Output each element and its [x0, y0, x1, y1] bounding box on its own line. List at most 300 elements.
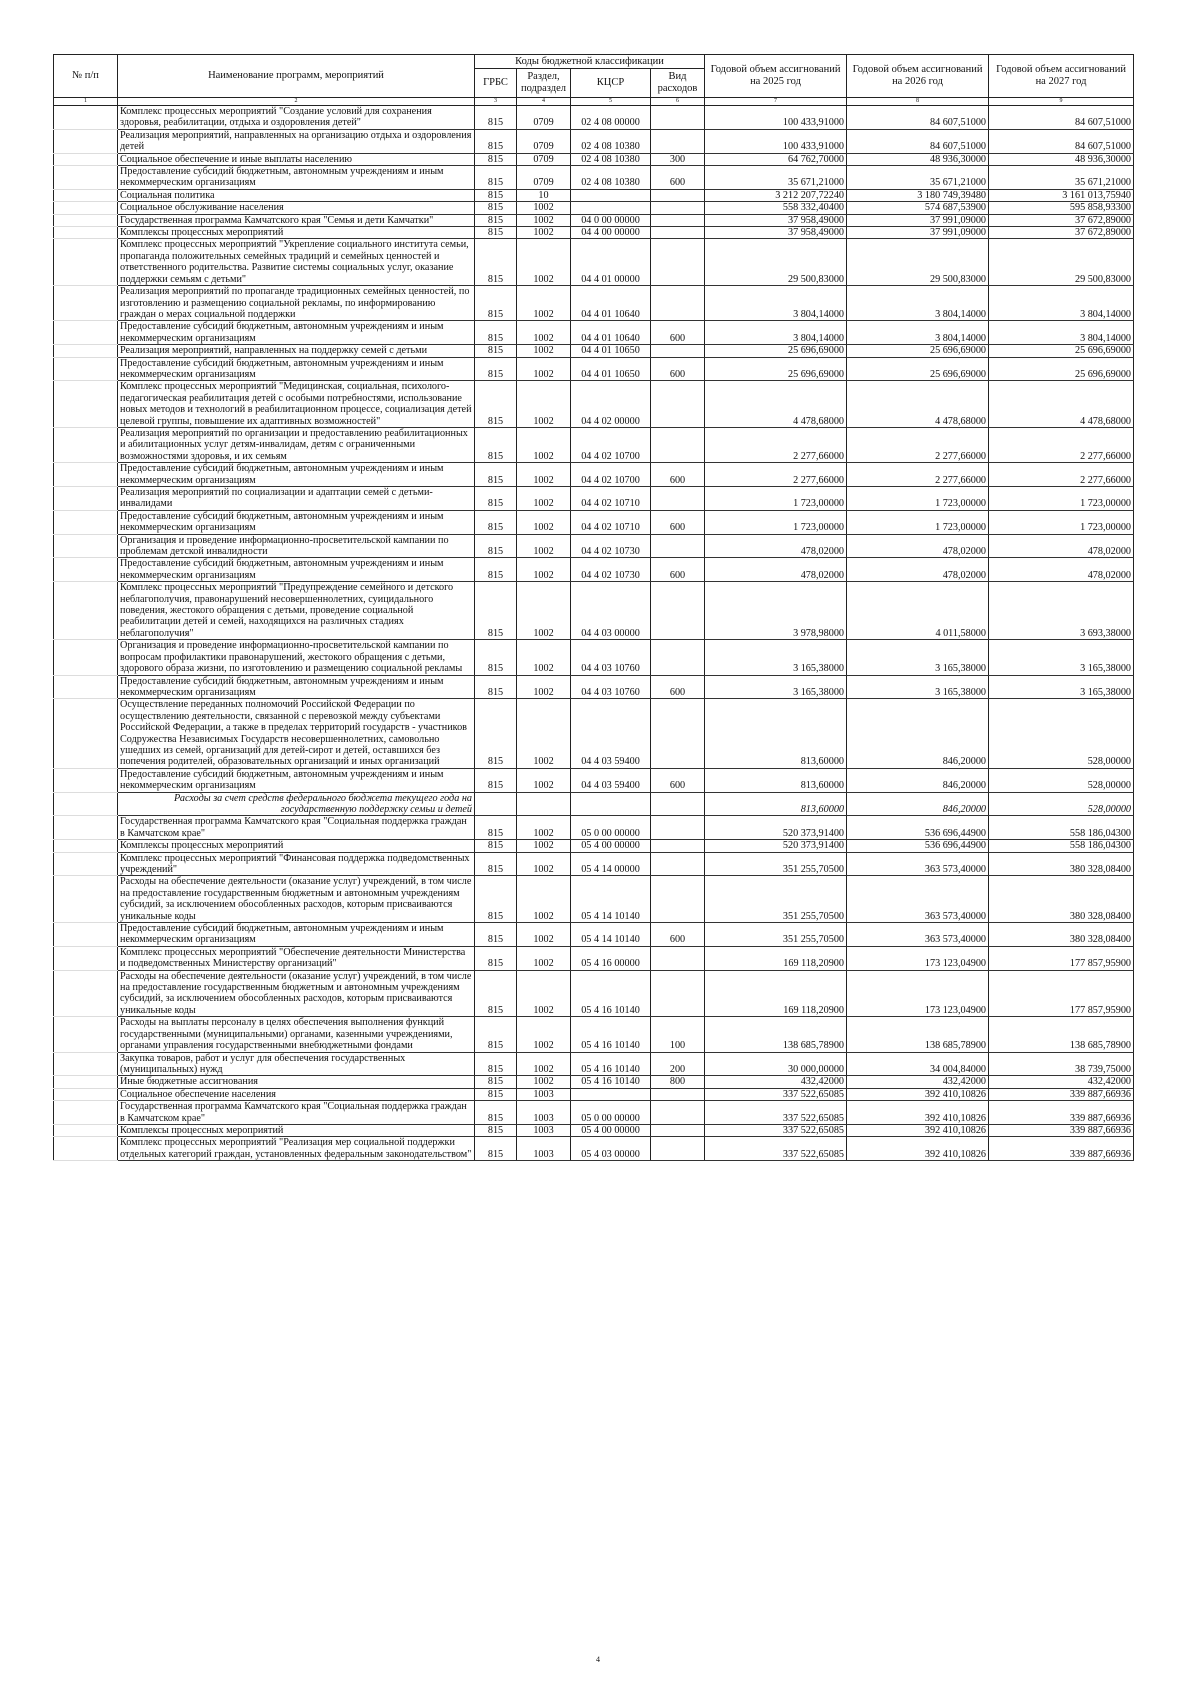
row-2026-cell: 2 277,66000	[847, 463, 989, 487]
row-number-cell	[54, 582, 118, 640]
row-2027-cell: 25 696,69000	[989, 345, 1134, 357]
row-grbs-cell: 815	[475, 1052, 517, 1076]
row-2026-cell: 392 410,10826	[847, 1137, 989, 1161]
row-name-cell: Предоставление субсидий бюджетным, автономным учреждениям и иным некоммерческим организациям	[118, 321, 475, 345]
row-2027-cell: 25 696,69000	[989, 357, 1134, 381]
row-name-cell: Расходы за счет средств федерального бюджета текущего года на государственную поддержку семьи и детей	[118, 792, 475, 816]
row-2027-cell: 528,00000	[989, 699, 1134, 768]
row-number-cell	[54, 923, 118, 947]
row-kcsr-cell: 05 4 14 00000	[571, 852, 651, 876]
row-2025-cell: 351 255,70500	[705, 923, 847, 947]
row-razdel-cell: 1002	[517, 427, 571, 462]
row-vid-cell	[651, 487, 705, 511]
row-razdel-cell: 1002	[517, 214, 571, 226]
row-vid-cell: 600	[651, 510, 705, 534]
row-name-cell: Социальное обеспечение населения	[118, 1088, 475, 1100]
row-2027-cell: 48 936,30000	[989, 153, 1134, 165]
row-vid-cell	[651, 1088, 705, 1100]
row-2026-cell: 3 804,14000	[847, 286, 989, 321]
table-row	[54, 487, 1134, 511]
row-razdel-cell	[517, 792, 571, 816]
row-vid-cell: 800	[651, 1076, 705, 1088]
column-number: 9	[989, 98, 1134, 106]
row-vid-cell	[651, 582, 705, 640]
row-2026-cell: 478,02000	[847, 558, 989, 582]
row-2027-cell: 3 693,38000	[989, 582, 1134, 640]
row-2025-cell: 29 500,83000	[705, 239, 847, 286]
row-name-cell: Иные бюджетные ассигнования	[118, 1076, 475, 1088]
row-kcsr-cell: 04 4 01 10650	[571, 357, 651, 381]
row-2027-cell: 38 739,75000	[989, 1052, 1134, 1076]
row-vid-cell: 600	[651, 357, 705, 381]
table-row	[54, 1076, 1134, 1088]
row-number-cell	[54, 840, 118, 852]
row-grbs-cell: 815	[475, 345, 517, 357]
row-vid-cell	[651, 381, 705, 428]
row-grbs-cell: 815	[475, 202, 517, 214]
row-2027-cell: 558 186,04300	[989, 840, 1134, 852]
row-name-cell: Реализация мероприятий по пропаганде традиционных семейных ценностей, по изготовлению и размещению социальной рекламы, по информированию граждан о мерах социальной поддержки	[118, 286, 475, 321]
row-number-cell	[54, 768, 118, 792]
row-number-cell	[54, 699, 118, 768]
row-2025-cell: 2 277,66000	[705, 463, 847, 487]
row-number-cell	[54, 792, 118, 816]
row-2026-cell: 846,20000	[847, 768, 989, 792]
row-2026-cell: 3 180 749,39480	[847, 189, 989, 201]
row-vid-cell	[651, 534, 705, 558]
column-number: 1	[54, 98, 118, 106]
row-2026-cell: 363 573,40000	[847, 923, 989, 947]
row-name-cell: Предоставление субсидий бюджетным, автономным учреждениям и иным некоммерческим организациям	[118, 510, 475, 534]
row-2027-cell: 37 672,89000	[989, 214, 1134, 226]
table-row	[54, 153, 1134, 165]
row-vid-cell: 200	[651, 1052, 705, 1076]
header-kcsr: КЦСР	[571, 69, 651, 98]
row-kcsr-cell: 04 4 03 10760	[571, 640, 651, 675]
row-kcsr-cell: 05 4 16 10140	[571, 970, 651, 1017]
row-razdel-cell: 1003	[517, 1124, 571, 1136]
column-number: 2	[118, 98, 475, 106]
row-kcsr-cell: 05 0 00 00000	[571, 816, 651, 840]
row-vid-cell	[651, 227, 705, 239]
row-number-cell	[54, 534, 118, 558]
table-row	[54, 876, 1134, 923]
header-vid: Вид расходов	[651, 69, 705, 98]
row-kcsr-cell: 04 4 03 59400	[571, 768, 651, 792]
row-2027-cell: 4 478,68000	[989, 381, 1134, 428]
row-vid-cell	[651, 214, 705, 226]
row-grbs-cell: 815	[475, 816, 517, 840]
row-kcsr-cell	[571, 792, 651, 816]
table-row	[54, 321, 1134, 345]
row-2026-cell: 29 500,83000	[847, 239, 989, 286]
table-row	[54, 1124, 1134, 1136]
row-vid-cell	[651, 699, 705, 768]
row-vid-cell	[651, 640, 705, 675]
row-grbs-cell: 815	[475, 1017, 517, 1052]
row-grbs-cell: 815	[475, 106, 517, 130]
row-number-cell	[54, 129, 118, 153]
row-razdel-cell: 10	[517, 189, 571, 201]
row-vid-cell	[651, 876, 705, 923]
table-body	[54, 106, 1134, 1161]
row-kcsr-cell: 05 4 14 10140	[571, 923, 651, 947]
row-2025-cell: 100 433,91000	[705, 106, 847, 130]
column-number: 7	[705, 98, 847, 106]
row-vid-cell: 600	[651, 768, 705, 792]
table-row	[54, 792, 1134, 816]
row-number-cell	[54, 970, 118, 1017]
row-number-cell	[54, 1124, 118, 1136]
row-razdel-cell: 1002	[517, 321, 571, 345]
row-razdel-cell: 1002	[517, 487, 571, 511]
table-row	[54, 510, 1134, 534]
row-2025-cell: 35 671,21000	[705, 166, 847, 190]
row-name-cell: Реализация мероприятий по социализации и адаптации семей с детьми-инвалидами	[118, 487, 475, 511]
row-razdel-cell: 1002	[517, 357, 571, 381]
row-2026-cell: 574 687,53900	[847, 202, 989, 214]
row-2025-cell: 558 332,40400	[705, 202, 847, 214]
row-2025-cell: 3 804,14000	[705, 286, 847, 321]
row-number-cell	[54, 463, 118, 487]
row-number-cell	[54, 1076, 118, 1088]
row-razdel-cell: 1003	[517, 1137, 571, 1161]
row-number-cell	[54, 345, 118, 357]
row-2027-cell: 380 328,08400	[989, 876, 1134, 923]
row-2027-cell: 478,02000	[989, 534, 1134, 558]
table-row	[54, 166, 1134, 190]
row-2027-cell: 3 165,38000	[989, 640, 1134, 675]
row-2026-cell: 536 696,44900	[847, 816, 989, 840]
row-number-cell	[54, 510, 118, 534]
row-2025-cell: 3 165,38000	[705, 640, 847, 675]
row-name-cell: Предоставление субсидий бюджетным, автономным учреждениям и иным некоммерческим организациям	[118, 768, 475, 792]
row-name-cell: Комплекс процессных мероприятий "Медицинская, социальная, психолого-педагогическая реабилитация детей с особыми потребностями, использование новых методов и технологий в реабилитационном процессе, социализация детей целевой группы, повышение их адаптивных возможностей"	[118, 381, 475, 428]
column-number: 3	[475, 98, 517, 106]
row-2027-cell: 595 858,93300	[989, 202, 1134, 214]
table-row	[54, 768, 1134, 792]
row-2025-cell: 3 804,14000	[705, 321, 847, 345]
row-2025-cell: 169 118,20900	[705, 946, 847, 970]
row-2025-cell: 3 978,98000	[705, 582, 847, 640]
row-name-cell: Комплекс процессных мероприятий "Создание условий для сохранения здоровья, реабилитации, отдыха и оздоровления детей"	[118, 106, 475, 130]
table-row	[54, 840, 1134, 852]
row-kcsr-cell: 02 4 08 10380	[571, 153, 651, 165]
row-number-cell	[54, 239, 118, 286]
row-2025-cell: 432,42000	[705, 1076, 847, 1088]
table-row	[54, 189, 1134, 201]
row-grbs-cell: 815	[475, 640, 517, 675]
row-2027-cell: 558 186,04300	[989, 816, 1134, 840]
table-row	[54, 381, 1134, 428]
row-2026-cell: 1 723,00000	[847, 510, 989, 534]
row-kcsr-cell: 05 4 03 00000	[571, 1137, 651, 1161]
row-kcsr-cell: 05 4 16 00000	[571, 946, 651, 970]
row-kcsr-cell: 02 4 08 10380	[571, 129, 651, 153]
row-kcsr-cell: 02 4 08 00000	[571, 106, 651, 130]
row-2027-cell: 138 685,78900	[989, 1017, 1134, 1052]
row-2027-cell: 1 723,00000	[989, 510, 1134, 534]
row-2025-cell: 337 522,65085	[705, 1137, 847, 1161]
row-2027-cell: 339 887,66936	[989, 1137, 1134, 1161]
header-name: Наименование программ, мероприятий	[118, 55, 475, 98]
row-razdel-cell: 1002	[517, 239, 571, 286]
row-vid-cell	[651, 792, 705, 816]
table-row	[54, 675, 1134, 699]
table-row	[54, 852, 1134, 876]
row-kcsr-cell: 04 4 02 10710	[571, 487, 651, 511]
row-2025-cell: 100 433,91000	[705, 129, 847, 153]
row-grbs-cell: 815	[475, 1137, 517, 1161]
row-name-cell: Социальное обслуживание населения	[118, 202, 475, 214]
row-vid-cell	[651, 852, 705, 876]
row-2025-cell: 478,02000	[705, 534, 847, 558]
row-name-cell: Закупка товаров, работ и услуг для обеспечения государственных (муниципальных) нужд	[118, 1052, 475, 1076]
row-2026-cell: 392 410,10826	[847, 1088, 989, 1100]
row-2027-cell: 3 804,14000	[989, 321, 1134, 345]
row-name-cell: Государственная программа Камчатского края "Социальная поддержка граждан в Камчатском крае"	[118, 816, 475, 840]
row-2026-cell: 363 573,40000	[847, 876, 989, 923]
row-2026-cell: 48 936,30000	[847, 153, 989, 165]
row-number-cell	[54, 1137, 118, 1161]
row-vid-cell: 600	[651, 166, 705, 190]
row-vid-cell	[651, 946, 705, 970]
row-2025-cell: 520 373,91400	[705, 816, 847, 840]
row-name-cell: Комплексы процессных мероприятий	[118, 1124, 475, 1136]
row-razdel-cell: 1002	[517, 463, 571, 487]
row-kcsr-cell: 04 4 03 10760	[571, 675, 651, 699]
row-vid-cell	[651, 970, 705, 1017]
row-grbs-cell: 815	[475, 1124, 517, 1136]
row-2026-cell: 4 011,58000	[847, 582, 989, 640]
row-2026-cell: 2 277,66000	[847, 427, 989, 462]
row-vid-cell: 600	[651, 675, 705, 699]
row-vid-cell	[651, 345, 705, 357]
row-2026-cell: 478,02000	[847, 534, 989, 558]
row-grbs-cell: 815	[475, 189, 517, 201]
row-2026-cell: 34 004,84000	[847, 1052, 989, 1076]
row-vid-cell: 600	[651, 923, 705, 947]
row-name-cell: Осуществление переданных полномочий Российской Федерации по осуществлению деятельности, связанной с перевозкой между субъектами Российской Федерации, а также в пределах территорий государств - участников Содружества Независимых Государств несовершеннолетних, самовольно ушедших из семей, организаций для детей-сирот и детей, оставшихся без попечения родителей, образовательных организаций и иных организаций	[118, 699, 475, 768]
row-razdel-cell: 1003	[517, 1088, 571, 1100]
row-2025-cell: 813,60000	[705, 768, 847, 792]
row-number-cell	[54, 286, 118, 321]
row-2025-cell: 37 958,49000	[705, 227, 847, 239]
row-2025-cell: 25 696,69000	[705, 357, 847, 381]
table-row	[54, 427, 1134, 462]
header-codes: Коды бюджетной классификации	[475, 55, 705, 69]
row-razdel-cell: 1002	[517, 286, 571, 321]
row-razdel-cell: 1002	[517, 345, 571, 357]
row-number-cell	[54, 1101, 118, 1125]
row-2027-cell: 3 161 013,75940	[989, 189, 1134, 201]
row-razdel-cell: 1002	[517, 923, 571, 947]
row-kcsr-cell: 04 4 02 00000	[571, 381, 651, 428]
row-number-cell	[54, 558, 118, 582]
row-grbs-cell: 815	[475, 239, 517, 286]
row-2026-cell: 173 123,04900	[847, 970, 989, 1017]
table-row	[54, 202, 1134, 214]
row-vid-cell	[651, 239, 705, 286]
row-name-cell: Государственная программа Камчатского края "Семья и дети Камчатки"	[118, 214, 475, 226]
row-2027-cell: 177 857,95900	[989, 946, 1134, 970]
row-razdel-cell: 1002	[517, 876, 571, 923]
row-2027-cell: 84 607,51000	[989, 106, 1134, 130]
row-kcsr-cell	[571, 189, 651, 201]
budget-table	[53, 54, 1134, 1161]
row-vid-cell	[651, 427, 705, 462]
row-number-cell	[54, 640, 118, 675]
row-2027-cell: 84 607,51000	[989, 129, 1134, 153]
row-kcsr-cell: 02 4 08 10380	[571, 166, 651, 190]
table-row	[54, 1052, 1134, 1076]
row-grbs-cell: 815	[475, 582, 517, 640]
header-2026: Годовой объем ассигнований на 2026 год	[847, 55, 989, 98]
row-2025-cell: 64 762,70000	[705, 153, 847, 165]
row-2026-cell: 846,20000	[847, 792, 989, 816]
row-vid-cell	[651, 840, 705, 852]
row-vid-cell	[651, 1101, 705, 1125]
row-grbs-cell: 815	[475, 923, 517, 947]
row-kcsr-cell: 04 4 01 00000	[571, 239, 651, 286]
row-2025-cell: 2 277,66000	[705, 427, 847, 462]
row-2025-cell: 30 000,00000	[705, 1052, 847, 1076]
row-grbs-cell: 815	[475, 129, 517, 153]
row-2026-cell: 84 607,51000	[847, 106, 989, 130]
row-2027-cell: 177 857,95900	[989, 970, 1134, 1017]
table-row	[54, 558, 1134, 582]
row-vid-cell: 300	[651, 153, 705, 165]
column-number: 5	[571, 98, 651, 106]
row-grbs-cell: 815	[475, 153, 517, 165]
table-row	[54, 1017, 1134, 1052]
row-vid-cell	[651, 189, 705, 201]
row-vid-cell: 600	[651, 558, 705, 582]
row-grbs-cell: 815	[475, 1101, 517, 1125]
row-2026-cell: 4 478,68000	[847, 381, 989, 428]
table-row	[54, 286, 1134, 321]
row-vid-cell	[651, 1124, 705, 1136]
row-2025-cell: 813,60000	[705, 792, 847, 816]
row-razdel-cell: 0709	[517, 153, 571, 165]
table-row	[54, 1101, 1134, 1125]
row-razdel-cell: 1002	[517, 840, 571, 852]
row-2026-cell: 432,42000	[847, 1076, 989, 1088]
row-2027-cell: 339 887,66936	[989, 1101, 1134, 1125]
table-row	[54, 1137, 1134, 1161]
row-razdel-cell: 1002	[517, 699, 571, 768]
row-2025-cell: 351 255,70500	[705, 852, 847, 876]
row-2026-cell: 3 165,38000	[847, 675, 989, 699]
row-grbs-cell: 815	[475, 463, 517, 487]
row-2025-cell: 169 118,20900	[705, 970, 847, 1017]
row-razdel-cell: 1002	[517, 1017, 571, 1052]
row-2026-cell: 363 573,40000	[847, 852, 989, 876]
table-row	[54, 214, 1134, 226]
table-row	[54, 106, 1134, 130]
row-kcsr-cell: 04 4 02 10700	[571, 427, 651, 462]
table-row	[54, 640, 1134, 675]
row-grbs-cell: 815	[475, 1076, 517, 1088]
row-razdel-cell: 1002	[517, 675, 571, 699]
row-name-cell: Предоставление субсидий бюджетным, автономным учреждениям и иным некоммерческим организациям	[118, 166, 475, 190]
row-name-cell: Расходы на обеспечение деятельности (оказание услуг) учреждений, в том числе на предоставление государственным бюджетным и автономным учреждениям субсидий, за исключением обособленных расходов, которым присваиваются уникальные коды	[118, 970, 475, 1017]
row-razdel-cell: 1002	[517, 1076, 571, 1088]
row-2025-cell: 138 685,78900	[705, 1017, 847, 1052]
row-2027-cell: 528,00000	[989, 768, 1134, 792]
row-2027-cell: 3 165,38000	[989, 675, 1134, 699]
row-number-cell	[54, 427, 118, 462]
row-razdel-cell: 1002	[517, 970, 571, 1017]
row-name-cell: Реализация мероприятий, направленных на организацию отдыха и оздоровления детей	[118, 129, 475, 153]
row-2026-cell: 25 696,69000	[847, 345, 989, 357]
row-2026-cell: 173 123,04900	[847, 946, 989, 970]
budget-table-sheet	[53, 54, 1133, 1161]
row-grbs-cell: 815	[475, 768, 517, 792]
row-2026-cell: 35 671,21000	[847, 166, 989, 190]
row-grbs-cell: 815	[475, 876, 517, 923]
row-name-cell: Расходы на выплаты персоналу в целях обеспечения выполнения функций государственными (муниципальными) органами, казенными учреждениями, органами управления государственными внебюджетными фондами	[118, 1017, 475, 1052]
row-vid-cell	[651, 286, 705, 321]
table-row	[54, 699, 1134, 768]
row-2025-cell: 1 723,00000	[705, 510, 847, 534]
row-name-cell: Предоставление субсидий бюджетным, автономным учреждениям и иным некоммерческим организациям	[118, 675, 475, 699]
row-kcsr-cell: 05 4 16 10140	[571, 1052, 651, 1076]
row-vid-cell	[651, 129, 705, 153]
row-razdel-cell: 1003	[517, 1101, 571, 1125]
row-grbs-cell: 815	[475, 487, 517, 511]
row-razdel-cell: 0709	[517, 166, 571, 190]
row-razdel-cell: 1002	[517, 816, 571, 840]
row-name-cell: Комплексы процессных мероприятий	[118, 840, 475, 852]
row-name-cell: Расходы на обеспечение деятельности (оказание услуг) учреждений, в том числе на предоставление государственным бюджетным и автономным учреждениям субсидий, за исключением обособленных расходов, которым присваиваются уникальные коды	[118, 876, 475, 923]
row-kcsr-cell: 05 0 00 00000	[571, 1101, 651, 1125]
row-grbs-cell: 815	[475, 427, 517, 462]
row-2025-cell: 337 522,65085	[705, 1124, 847, 1136]
row-grbs-cell: 815	[475, 970, 517, 1017]
row-razdel-cell: 1002	[517, 558, 571, 582]
row-2027-cell: 37 672,89000	[989, 227, 1134, 239]
row-razdel-cell: 0709	[517, 106, 571, 130]
row-2026-cell: 3 165,38000	[847, 640, 989, 675]
row-name-cell: Организация и проведение информационно-просветительской кампании по проблемам детской инвалидности	[118, 534, 475, 558]
row-2027-cell: 528,00000	[989, 792, 1134, 816]
row-2025-cell: 337 522,65085	[705, 1088, 847, 1100]
row-name-cell: Государственная программа Камчатского края "Социальная поддержка граждан в Камчатском крае"	[118, 1101, 475, 1125]
row-name-cell: Предоставление субсидий бюджетным, автономным учреждениям и иным некоммерческим организациям	[118, 558, 475, 582]
table-row	[54, 923, 1134, 947]
row-2026-cell: 37 991,09000	[847, 214, 989, 226]
row-name-cell: Организация и проведение информационно-просветительской кампании по вопросам профилактики правонарушений, жестокого обращения с детьми, здорового образа жизни, по изготовлению и размещению социальной рекламы	[118, 640, 475, 675]
row-kcsr-cell	[571, 1088, 651, 1100]
row-name-cell: Комплекс процессных мероприятий "Реализация мер социальной поддержки отдельных категорий граждан, установленных федеральным законодательством"	[118, 1137, 475, 1161]
row-razdel-cell: 1002	[517, 227, 571, 239]
row-grbs-cell: 815	[475, 214, 517, 226]
row-2027-cell: 3 804,14000	[989, 286, 1134, 321]
row-2027-cell: 339 887,66936	[989, 1088, 1134, 1100]
row-kcsr-cell: 04 4 01 10640	[571, 286, 651, 321]
row-2027-cell: 2 277,66000	[989, 427, 1134, 462]
row-grbs-cell: 815	[475, 534, 517, 558]
page-number: 4	[596, 1655, 600, 1664]
row-number-cell	[54, 1052, 118, 1076]
row-2026-cell: 84 607,51000	[847, 129, 989, 153]
row-kcsr-cell: 05 4 14 10140	[571, 876, 651, 923]
row-2026-cell: 138 685,78900	[847, 1017, 989, 1052]
row-number-cell	[54, 675, 118, 699]
row-2026-cell: 25 696,69000	[847, 357, 989, 381]
row-2025-cell: 4 478,68000	[705, 381, 847, 428]
